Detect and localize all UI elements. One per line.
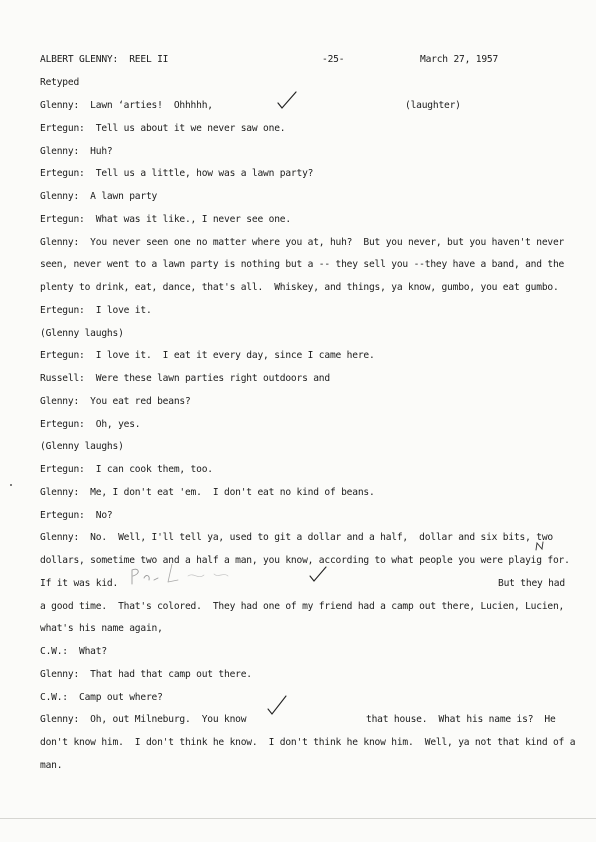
transcript-line: Glenny: Oh, out Milneburg. You know [40, 714, 247, 725]
page-edge [0, 818, 596, 819]
check-mark-icon [276, 90, 298, 110]
transcript-line: Ertegun: I love it. I eat it every day, since I came here. [40, 350, 375, 361]
transcript-line: dollars, sometime two and a half a man, you know, according to what people you were playig for. [40, 555, 570, 566]
check-mark-icon [308, 565, 328, 583]
handwritten-annotation-icon [128, 562, 246, 588]
transcript-line: Ertegun: I can cook them, too. [40, 464, 213, 475]
transcript-line: Ertegun: I love it. [40, 305, 152, 316]
transcript-line: Ertegun: What was it like., I never see one. [40, 214, 291, 225]
margin-mark [10, 484, 12, 486]
transcript-line: Glenny: That had that camp out there. [40, 669, 252, 680]
transcript-line: Glenny: Huh? [40, 146, 113, 157]
transcript-line: (Glenny laughs) [40, 328, 124, 339]
but-they-had-fragment: But they had [498, 578, 565, 589]
transcript-line: Glenny: You eat red beans? [40, 396, 191, 407]
header-date: March 27, 1957 [420, 54, 499, 65]
transcript-line: Glenny: A lawn party [40, 191, 158, 202]
transcript-line: don't know him. I don't think he know. I don't think he know him. Well, ya not that kind of a [40, 737, 576, 748]
transcript-line: (Glenny laughs) [40, 441, 124, 452]
page-number: -25- [322, 54, 345, 65]
transcript-line: Ertegun: Tell us a little, how was a lawn party? [40, 168, 314, 179]
that-house-fragment: that house. What his name is? He [366, 714, 556, 725]
transcript-line: Glenny: Me, I don't eat 'em. I don't eat no kind of beans. [40, 487, 375, 498]
transcript-line: man. [40, 760, 63, 771]
transcript-line: Ertegun: No? [40, 510, 113, 521]
retyped-note: Retyped [40, 77, 80, 88]
transcript-line: seen, never went to a lawn party is nothing but a -- they sell you --they have a band, and the [40, 259, 565, 270]
transcript-line: Ertegun: Oh, yes. [40, 419, 141, 430]
transcript-line: plenty to drink, eat, dance, that's all. Whiskey, and things, ya know, gumbo, you eat gumbo. [40, 282, 559, 293]
transcript-line: Glenny: No. Well, I'll tell ya, used to git a dollar and a half, dollar and six bits, two [40, 532, 553, 543]
handwritten-n-icon [535, 541, 545, 551]
transcript-line: Glenny: You never seen one no matter where you at, huh? But you never, but you haven't never [40, 237, 565, 248]
header-title: ALBERT GLENNY: REEL II [40, 54, 169, 65]
laughter-note: (laughter) [405, 100, 461, 111]
transcript-line: C.W.: What? [40, 646, 107, 657]
transcript-line: Glenny: Lawn ‘arties! Ohhhhh, [40, 100, 213, 111]
transcript-line: what's his name again, [40, 623, 163, 634]
transcript-line: a good time. That's colored. They had one of my friend had a camp out there, Lucien, Lucien, [40, 601, 565, 612]
transcript-line: If it was kid. [40, 578, 119, 589]
transcript-line: Ertegun: Tell us about it we never saw one. [40, 123, 286, 134]
transcript-line: Russell: Were these lawn parties right outdoors and [40, 373, 330, 384]
transcript-line: C.W.: Camp out where? [40, 692, 163, 703]
check-mark-icon [266, 694, 288, 716]
